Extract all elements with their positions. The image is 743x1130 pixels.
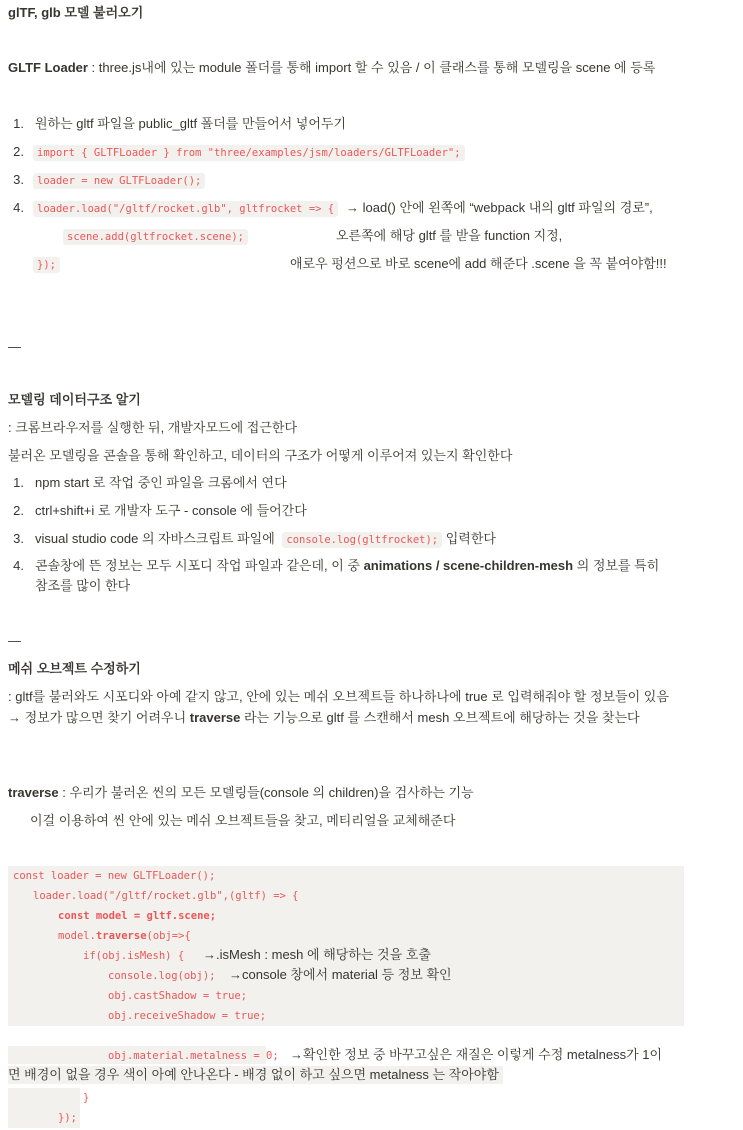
intro-line [8,59,655,77]
section3-para-b: 라는 기능으로 gltf 를 스캔해서 mesh 오브젝트에 해당하는 것을 찾는다 [240,710,640,725]
s2-step1-text: npm start 로 작업 중인 파일을 크롬에서 연다 [35,475,287,490]
section2-heading: 모델링 데이터구조 알기 [8,392,141,407]
traverse-line [8,784,474,802]
section3-para-bold: traverse [189,710,241,725]
intro-term: GLTF Loader [8,60,88,75]
s2-step3-text: visual studio code 의 자바스크립트 파일에 [35,531,275,546]
s2-step4-num: 4. [13,558,24,573]
s2-step2-text: ctrl+shift+i 로 개발자 도구 - console 에 들어간다 [35,503,307,518]
step4-num: 4. [13,200,24,215]
code-line-6: console.log(obj); [108,970,216,982]
separator: — [8,633,21,648]
section2-line1: : 크롬브라우저를 실행한 뒤, 개발자모드에 접근한다 [8,420,298,435]
s2-step4-line2: 참조를 많이 한다 [35,578,131,593]
step1-text: 원하는 gltf 파일을 public_gltf 폴더를 만들어서 넣어두기 [35,116,347,131]
code-line-3: const model = gltf.scene; [58,910,217,922]
s2-step4-line [35,557,659,575]
code-note-9b: 면 배경이 없을 경우 색이 아예 안나온다 - 배경 없이 하고 싶으면 metalness 는 작아야함 [8,1066,503,1084]
s2-step2-num: 2. [13,503,24,518]
code-line-4: model.traverse(obj=>{ [58,930,191,942]
intro-text: : three.js내에 있는 module 폴더를 통해 import 할 수 있음 / 이 클래스를 통해 모델링을 scene 에 등록 [87,60,656,75]
section2-line2: 불러온 모델링을 콘솔을 통해 확인하고, 데이터의 구조가 어떻게 이루어져 있는지 확인한다 [8,448,513,463]
s2-step4-text: 콘솔창에 뜬 정보는 모두 시포디 작업 파일과 같은데, 이 중 [35,558,364,573]
code-line-10: } [83,1092,90,1104]
page-title: glTF, glb 모델 불러오기 [8,5,144,20]
traverse-line2: 이걸 이용하여 씬 안에 있는 메쉬 오브젝트들을 찾고, 메티리얼을 교체해준다 [30,813,456,828]
code-note-9: →확인한 정보 중 바꾸고싶은 재질은 이렇게 수정 metalness가 1이 [290,1047,663,1062]
code-note-5: →.isMesh : mesh 에 해당하는 것을 호출 [200,946,434,964]
step4-note1: → load() 안에 왼쪽에 “webpack 내의 gltf 파일의 경로”, [346,200,653,215]
step4-code2: scene.add(gltfrocket.scene); [63,229,248,245]
code-line-5: if(obj.isMesh) { [83,950,185,962]
code-line-1: const loader = new GLTFLoader(); [13,870,216,882]
step2-code: import { GLTFLoader } from "three/examples/jsm/loaders/GLTFLoader"; [33,145,465,161]
s2-step3-line [35,530,496,549]
step4-code: loader.load("/gltf/rocket.glb", gltfrocket => { [33,201,338,217]
section3-paragraph [8,686,684,728]
traverse-def: : 우리가 불러온 씬의 모든 모델링들(console 의 children)을 검사하는 기능 [58,785,474,800]
s2-step3-code: console.log(gltfrocket); [282,532,442,548]
code-note-6: →console 창에서 material 등 정보 확인 [226,966,455,984]
s2-step1-num: 1. [13,475,24,490]
s2-step4-bold: animations / scene-children-mesh [363,558,574,573]
step2-num: 2. [13,144,24,159]
step4-note2: 오른쪽에 해당 gltf 를 받을 function 지정, [336,228,563,243]
step1-num: 1. [13,116,24,131]
s2-step3-num: 3. [13,531,24,546]
step4-note3: 애로우 펑션으로 바로 scene에 add 해준다 .scene 을 꼭 붙여야함!!! [290,256,667,271]
step3-code: loader = new GLTFLoader(); [33,173,205,189]
code-line-8: obj.receiveShadow = true; [108,1010,267,1022]
section3-para-a: : gltf를 불러와도 시포디와 아예 같지 않고, 안에 있는 메쉬 오브젝트들 하나하나에 true 로 입력해줘야 할 정보들이 있음 → 정보가 많으면 찾기 어려우니 [8,689,669,725]
s2-step4-after: 의 정보를 특히 [573,558,660,573]
code-line-9: obj.material.metalness = 0; [108,1050,279,1062]
code-line-7: obj.castShadow = true; [108,990,248,1002]
step4-code3: }); [33,257,60,273]
code-line-2: loader.load("/gltf/rocket.glb",(gltf) => { [33,890,299,902]
step3-num: 3. [13,172,24,187]
separator: — [8,339,21,354]
code-line-11: }); [58,1112,77,1124]
traverse-term: traverse [8,785,59,800]
section3-heading: 메쉬 오브젝트 수정하기 [8,661,141,676]
s2-step3-after: 입력한다 [445,531,496,546]
